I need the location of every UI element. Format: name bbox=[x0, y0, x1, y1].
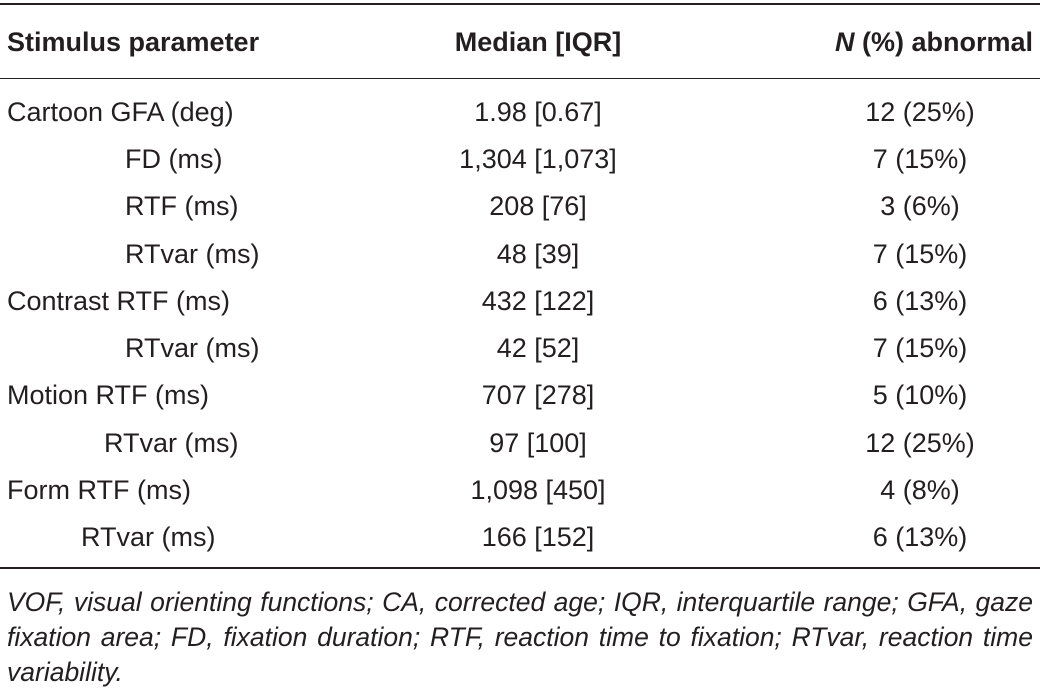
cell-median-iqr: 1,098 [450] bbox=[470, 475, 606, 505]
table-row bbox=[0, 278, 1040, 325]
cell-stimulus-parameter: Cartoon GFA (deg) bbox=[7, 97, 234, 127]
cell-n-abnormal: 7 (15%) bbox=[872, 239, 968, 269]
table-row bbox=[0, 420, 1040, 467]
cell-n-abnormal: 4 (8%) bbox=[880, 475, 960, 505]
table-row bbox=[0, 89, 1040, 136]
header-n-abnormal bbox=[835, 24, 1033, 60]
cell-median-iqr: 42 [52] bbox=[496, 333, 580, 363]
table-header-rule bbox=[0, 78, 1040, 79]
header-stimulus-parameter: Stimulus parameter bbox=[7, 27, 260, 57]
table-row bbox=[0, 372, 1040, 419]
cell-n-abnormal: 6 (13%) bbox=[872, 522, 968, 552]
header-abnormal-label: (%) abnormal bbox=[854, 27, 1033, 57]
cell-stimulus-parameter: Motion RTF (ms) bbox=[7, 380, 210, 410]
cell-median-iqr: 166 [152] bbox=[481, 522, 595, 552]
cell-n-abnormal: 12 (25%) bbox=[865, 97, 975, 127]
cell-median-iqr: 1,304 [1,073] bbox=[459, 144, 617, 174]
cell-n-abnormal: 7 (15%) bbox=[872, 144, 968, 174]
table-row bbox=[0, 183, 1040, 230]
table-row bbox=[0, 136, 1040, 183]
cell-n-abnormal: 6 (13%) bbox=[872, 286, 968, 316]
cell-median-iqr: 432 [122] bbox=[481, 286, 595, 316]
cell-median-iqr: 1.98 [0.67] bbox=[474, 97, 602, 127]
cell-stimulus-parameter: RTvar (ms) bbox=[125, 239, 260, 269]
cell-stimulus-parameter: RTvar (ms) bbox=[125, 333, 260, 363]
table-row bbox=[0, 231, 1040, 278]
header-n-symbol: N bbox=[834, 27, 855, 57]
cell-n-abnormal: 7 (15%) bbox=[872, 333, 968, 363]
cell-stimulus-parameter: RTvar (ms) bbox=[81, 522, 216, 552]
table-bottom-rule bbox=[0, 567, 1040, 569]
table-row bbox=[0, 325, 1040, 372]
table-footnote: VOF, visual orienting functions; CA, corrected age; IQR, interquartile range; GFA, gaze fixation area; FD, fixation duration; RTF, reaction time to fixation; RTvar, reaction time variability. bbox=[7, 587, 1033, 687]
cell-stimulus-parameter: Contrast RTF (ms) bbox=[7, 286, 231, 316]
cell-stimulus-parameter: Form RTF (ms) bbox=[7, 475, 191, 505]
cell-median-iqr: 208 [76] bbox=[489, 191, 587, 221]
table-row bbox=[0, 467, 1040, 514]
table-top-rule bbox=[0, 3, 1040, 5]
cell-stimulus-parameter: FD (ms) bbox=[125, 144, 223, 174]
cell-stimulus-parameter: RTvar (ms) bbox=[104, 428, 239, 458]
cell-median-iqr: 97 [100] bbox=[489, 428, 587, 458]
cell-n-abnormal: 12 (25%) bbox=[865, 428, 975, 458]
cell-stimulus-parameter: RTF (ms) bbox=[125, 191, 239, 221]
cell-median-iqr: 48 [39] bbox=[496, 239, 580, 269]
cell-n-abnormal: 3 (6%) bbox=[880, 191, 960, 221]
cell-median-iqr: 707 [278] bbox=[481, 380, 595, 410]
table-row bbox=[0, 514, 1040, 561]
header-median-iqr: Median [IQR] bbox=[454, 27, 622, 57]
cell-n-abnormal: 5 (10%) bbox=[872, 380, 968, 410]
